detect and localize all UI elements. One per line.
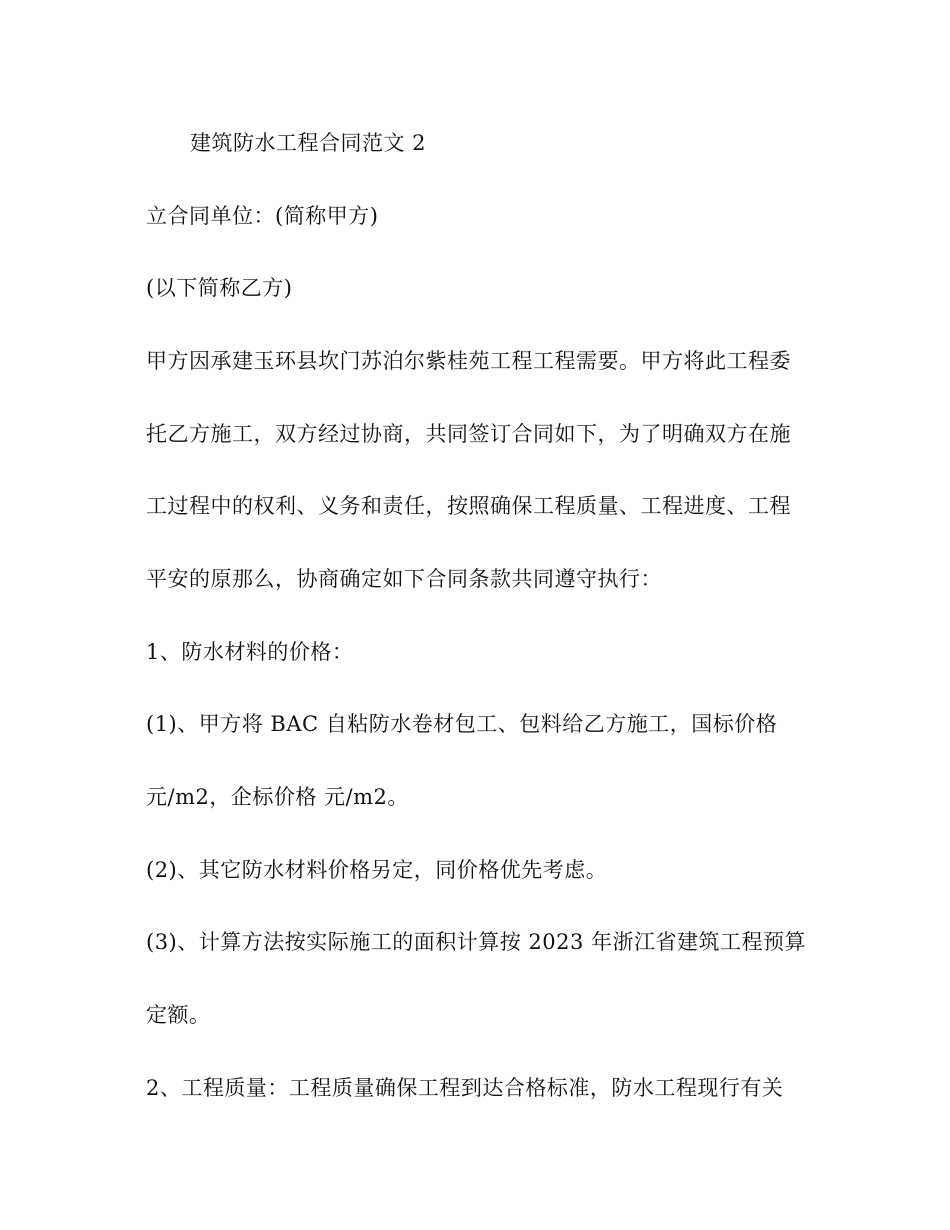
text-line: (以下简称乙方) bbox=[146, 276, 293, 300]
document-title: 建筑防水工程合同范文 2 bbox=[190, 131, 427, 155]
text-line: 元/m2，企标价格 元/m2。 bbox=[146, 785, 409, 809]
text-line: (3)、计算方法按实际施工的面积计算按 2023 年浙江省建筑工程预算 bbox=[146, 930, 807, 954]
text-line: 工过程中的权利、义务和责任，按照确保工程质量、工程进度、工程 bbox=[146, 494, 791, 518]
section-heading: 1、防水材料的价格： bbox=[146, 640, 354, 664]
text-line: 平安的原那么，协商确定如下合同条款共同遵守执行： bbox=[146, 567, 662, 591]
text-line: 甲方因承建玉环县坎门苏泊尔紫桂苑工程工程需要。甲方将此工程委 bbox=[146, 349, 791, 373]
text-line: (2)、其它防水材料价格另定，同价格优先考虑。 bbox=[146, 858, 608, 882]
text-line: 定额。 bbox=[146, 1003, 211, 1027]
text-line: 立合同单位：(简称甲方) bbox=[146, 204, 379, 228]
section-heading: 2、工程质量：工程质量确保工程到达合格标准，防水工程现行有关 bbox=[146, 1076, 784, 1100]
text-line: (1)、甲方将 BAC 自粘防水卷材包工、包料给乙方施工，国标价格 bbox=[146, 712, 778, 736]
text-line: 托乙方施工，双方经过协商，共同签订合同如下，为了明确双方在施 bbox=[146, 422, 791, 446]
